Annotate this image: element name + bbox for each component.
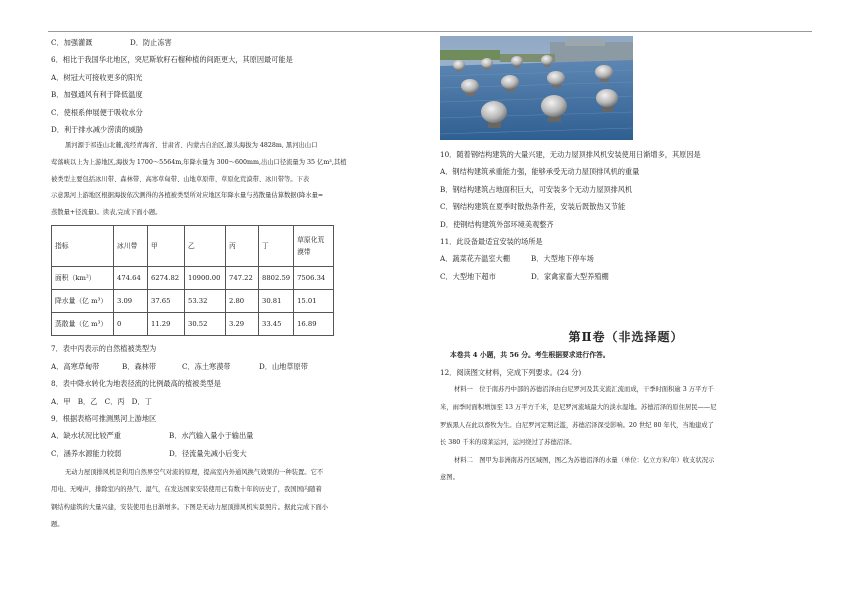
table-header-cell: 指标 [52, 226, 114, 267]
q10-stem: 10．随着钢结构建筑的大量兴建，无动力屋顶排风机安装使用日渐增多，其原因是 [440, 150, 701, 159]
q5-option-c: C．加强灌溉 [51, 38, 93, 47]
table-header-row [52, 226, 334, 267]
roof-ventilator-illustration [440, 36, 633, 140]
passage-line: 被类型主要包括冰川带、森林带、高寒草甸带、山地草原带、草原化荒漠带、冰川带等。下表 [51, 175, 310, 183]
q7-options [51, 358, 387, 375]
q6-stem: 6．相比于我国华北地区，突尼斯软籽石榴种植的间距更大，其原因最可能是 [51, 55, 293, 65]
spacer [440, 285, 812, 327]
table-cell: 3.29 [226, 313, 259, 336]
table-header-cell: 冰川带 [114, 226, 148, 267]
q6-option-b: B．加强通风有利于降低温度 [51, 90, 143, 100]
table-header-cell: 草原化荒漠带 [294, 226, 334, 267]
table-cell: 16.89 [294, 313, 334, 336]
material-line: 材料一 位于南苏丹中部的苏德沼泽由白尼罗河及其支流汇流而成，干季时面积逾 3 万平方千 [454, 386, 714, 394]
q6-option-c: C．使根系伸展便于吸收水分 [51, 107, 143, 117]
table-cell: 33.45 [259, 313, 294, 336]
section-note: 本卷共 4 小题，共 56 分。考生根据要求进行作答。 [450, 350, 610, 359]
q9-options-row1 [51, 427, 387, 444]
q8-stem: 8．表中降水转化为地表径流的比例最高的植被类型是 [51, 379, 221, 389]
table-header-cell: 甲 [148, 226, 185, 267]
q6-option-d: D．利于排水减少涝渍的威胁 [51, 125, 144, 135]
section-title: 第Ⅱ卷（非选择题） [568, 330, 684, 345]
material-line: 材料二 图甲为非洲南苏丹区域图，图乙为苏德沼泽的水量（单位：亿立方米/年）收支状况示 [454, 456, 715, 464]
table-cell: 3.09 [114, 290, 148, 313]
q7-option-d: D．山地草原带 [259, 361, 308, 371]
passage-line: 用电、无噪声，排除室内的热气、湿气，在发达国家安装使用已有数十年的历史了，我国国内随着 [51, 486, 322, 494]
passage-line: 题。 [51, 520, 64, 528]
table-cell: 474.64 [114, 267, 148, 290]
left-column [51, 34, 387, 533]
q10-option-a: A．钢结构建筑承重能力强，能够承受无动力屋顶排风机的重量 [440, 167, 640, 177]
q7-option-b: B．森林带 [122, 361, 157, 371]
q11-options-row1 [440, 250, 812, 267]
table-header-cell: 乙 [185, 226, 226, 267]
table-cell: 15.01 [294, 290, 334, 313]
q5-option-d: D．防止冻害 [130, 38, 172, 47]
table-cell: 蒸散量（亿 m³） [52, 313, 114, 336]
passage-line: 蒸散量+径流量)。读表,完成下面小题。 [51, 208, 162, 216]
vegetation-data-table [51, 225, 334, 336]
table-header-cell: 丙 [226, 226, 259, 267]
q9-option-c: C．涵养水源能力较弱 [51, 448, 122, 458]
material-line: 长 380 千米的琼莱运河，运河绕过了苏德沼泽。 [440, 439, 576, 447]
material-line: 米，雨季时面积增加至 13 万平方千米，是尼罗河流域最大的淡水湿地。苏德沼泽的原住居民——尼 [440, 404, 717, 412]
table-cell: 747.22 [226, 267, 259, 290]
q11-option-a: A．蔬菜花卉温室大棚 [440, 254, 510, 264]
passage-line: 示意黑河上游地区根据海拔依次测得的各植被类型所对应地区年降水量与蒸散量估算数据(降水量= [51, 192, 324, 200]
q10-option-d: D．使钢结构建筑外部环境美观整齐 [440, 219, 554, 229]
table-cell: 10900.00 [185, 267, 226, 290]
table-cell: 0 [114, 313, 148, 336]
q7-stem: 7．表中丙表示的自然植被类型为 [51, 344, 157, 354]
passage-line: 无动力屋顶排风机是利用自然界空气对流的原理，提高室内外通风换气效果的一种装置。它不 [65, 469, 324, 477]
q5-options [51, 34, 387, 51]
q11-option-d: D．家禽家畜大型养殖棚 [531, 271, 609, 281]
table-cell: 11.29 [148, 313, 185, 336]
q9-options-row2 [51, 445, 387, 462]
table-cell: 8802.59 [259, 267, 294, 290]
passage-line: 钢结构建筑的大量兴建，安装使用也日渐增多。下图是无动力屋顶排风机实景照片。据此完成下面小 [51, 503, 329, 511]
q10-option-b: B．钢结构建筑占地面积巨大，可安装多个无动力屋顶排风机 [440, 184, 633, 194]
roof-ventilator-photo [440, 36, 633, 140]
q7-option-a: A．高寒草甸带 [51, 361, 100, 371]
table-cell: 面积（km²） [52, 267, 114, 290]
material-two [440, 452, 812, 487]
material-one [440, 381, 812, 451]
q11-option-b: B．大型地下停车场 [531, 254, 594, 264]
ventilator-passage [51, 464, 387, 533]
material-line: 罗族黑人在此以畜牧为生。白尼罗河定期泛滥，苏德沼泽深受影响。20 世纪 80 年代，当地建成了 [440, 421, 714, 429]
table-cell: 53.32 [185, 290, 226, 313]
q9-option-a: A．缺水状况比较严重 [51, 431, 121, 441]
q7-option-c: C．冻土寒漠带 [182, 361, 231, 371]
q9-option-b: B．水汽输入量小于输出量 [169, 431, 254, 441]
table-row [52, 290, 334, 313]
table-cell: 降水量（亿 m³） [52, 290, 114, 313]
q10-option-c: C．钢结构建筑在夏季时散热条件差，安装后既散热又节能 [440, 202, 626, 212]
table-cell: 37.65 [148, 290, 185, 313]
q11-stem: 11．此设备最适宜安装的场所是 [440, 237, 543, 247]
q11-option-c: C．大型地下超市 [440, 271, 496, 281]
table-cell: 6274.82 [148, 267, 185, 290]
table-cell: 30.52 [185, 313, 226, 336]
q9-option-d: D．径流量先减小后变大 [169, 448, 247, 458]
table-cell: 7506.34 [294, 267, 334, 290]
q11-options-row2 [440, 268, 812, 285]
table-row [52, 313, 334, 336]
heihe-passage [51, 138, 387, 221]
material-line: 意图。 [440, 474, 459, 482]
q8-options: A．甲 B．乙 C．丙 D．丁 [51, 396, 152, 406]
q12-stem: 12．阅读图文材料，完成下列要求。(24 分) [440, 368, 582, 378]
table-cell: 2.80 [226, 290, 259, 313]
passage-line: 莺落峡以上为上游地区,海拔为 1700～5564m,年降水量为 300～600mm,出山口径流量为 35 亿m³,其植 [51, 159, 347, 167]
table-header-cell: 丁 [259, 226, 294, 267]
passage-line: 黑河源于祁连山北麓,流经青海省、甘肃省、内蒙古自治区,源头海拔为 4828m, 黑河出山口 [65, 142, 318, 150]
q9-stem: 9．根据表格可推测黑河上游地区 [51, 414, 157, 424]
q6-option-a: A．树冠大可接收更多的阳光 [51, 72, 143, 82]
right-column [440, 146, 812, 487]
table-row [52, 267, 334, 290]
table-cell: 30.81 [259, 290, 294, 313]
page-top-rule [48, 31, 812, 32]
